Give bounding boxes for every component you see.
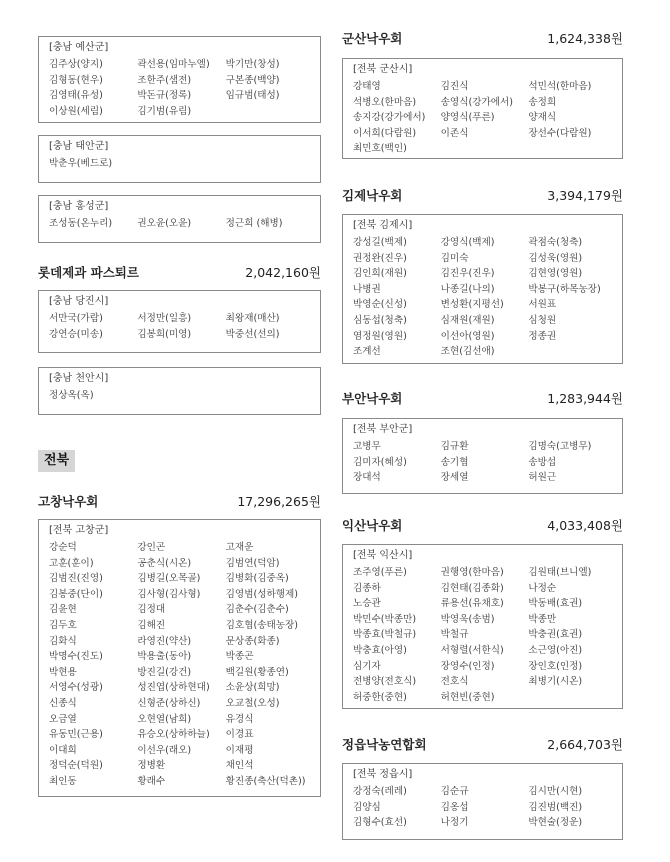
donor-name: 박중선(선의) (225, 328, 280, 340)
union-name: 김제낙우회 (342, 188, 403, 203)
donor-name: 박용출(동아) (137, 651, 192, 663)
donor-name: 최민호(백인) (353, 143, 407, 155)
donor-name: 구본종(백양) (225, 74, 280, 86)
donor-name: 박기만(창성) (225, 59, 280, 70)
donor-name: 김형동(현우) (49, 74, 103, 86)
union-name: 익산낙우회 (342, 518, 403, 533)
donor-name: 이대희 (49, 744, 77, 756)
box-title: [전북 김제시] (353, 220, 413, 231)
donor-name: 서형렬(서한식) (440, 644, 504, 656)
box-title: [전북 부안군] (353, 424, 413, 435)
union-amount: 17,296,265원 (237, 494, 321, 509)
donor-name: 김윤현 (49, 604, 77, 616)
donor-name: 김진범(백진) (528, 801, 583, 813)
union-header-gimje (342, 185, 623, 205)
donor-name: 이존식 (440, 127, 469, 139)
donor-name: 채인석 (225, 760, 254, 772)
donor-name: 김범진(진영) (49, 573, 103, 585)
donor-name: 김미숙 (440, 252, 469, 264)
donor-name: 권정완(진우) (353, 252, 407, 264)
donor-name: 김범연(덕암) (225, 557, 280, 569)
donor-name: 박현술(정운) (528, 817, 583, 829)
donor-name: 강영식(백제) (440, 237, 495, 248)
donor-name: 유경식 (225, 713, 254, 725)
donor-box-yesan (38, 36, 321, 123)
box-title: [충남 예산군] (49, 42, 109, 53)
donor-name: 박돈규(정록) (137, 90, 192, 102)
box-title: [전북 익산시] (353, 550, 413, 561)
donor-name: 김두호 (49, 619, 77, 631)
donor-name: 강정숙(레레) (353, 786, 407, 797)
donor-name: 최인동 (49, 775, 77, 787)
box-title: [충남 홍성군] (49, 201, 109, 212)
donor-name: 김규환 (440, 441, 469, 452)
donor-name: 조한주(샘전) (137, 74, 192, 86)
union-header-lotte (38, 262, 321, 282)
donor-name: 고훈(훈이) (49, 557, 94, 569)
donor-name: 오금열 (49, 713, 77, 725)
donor-name: 서영수(성광) (49, 682, 103, 694)
donor-name: 황진종(축산(덕촌)) (225, 775, 306, 787)
union-name: 정읍낙농연합회 (342, 737, 427, 752)
donor-name: 류용선(유채호) (440, 598, 504, 610)
donor-name: 정상옥(옥) (49, 390, 94, 401)
donor-name: 이서희(다람원) (353, 127, 417, 139)
donor-name: 박봉구(하목농장) (528, 283, 601, 295)
union-amount: 2,042,160원 (245, 265, 321, 280)
donor-box-taean (38, 135, 321, 183)
box-title: [전북 정읍시] (353, 769, 413, 780)
donor-name: 전병양(전호식) (353, 676, 417, 688)
donor-name: 조주영(푸른) (353, 567, 407, 578)
donor-name: 심청원 (528, 314, 557, 326)
donor-name: 전호식 (440, 676, 469, 688)
donor-name: 문상종(화종) (225, 635, 280, 647)
name-grid (49, 156, 310, 172)
union-amount: 2,664,703원 (547, 737, 623, 752)
donor-name: 최왕재(매산) (225, 313, 280, 324)
union-header-buan (342, 388, 623, 408)
donor-box-dangjin (38, 290, 321, 353)
donor-name: 박철규 (440, 629, 469, 641)
donor-name: 오현열(남희) (137, 713, 192, 725)
donor-name: 정병환 (137, 760, 166, 772)
union-header-gochang (38, 491, 321, 511)
donor-name: 박명수(진도) (49, 651, 103, 663)
name-grid (353, 79, 612, 157)
donor-name: 서만국(가람) (49, 313, 103, 324)
union-header-gunsan (342, 28, 623, 48)
donor-name: 이상원(세림) (49, 105, 103, 117)
donor-name: 소윤상(희망) (225, 682, 280, 694)
donor-name: 황래수 (137, 775, 166, 787)
donor-name: 송정희 (528, 96, 557, 108)
donor-name: 김해진 (137, 619, 166, 631)
donor-box-iksan (342, 544, 623, 709)
donor-name: 최병기(시온) (528, 676, 583, 688)
donor-name: 송방섭 (528, 456, 557, 468)
donor-box-gochang (38, 519, 321, 797)
box-title: [충남 태안군] (49, 141, 109, 152)
donor-name: 김시만(시현) (528, 786, 583, 797)
donor-name: 김호협(송태농장) (225, 619, 299, 631)
donor-name: 김정대 (137, 604, 166, 616)
union-amount: 3,394,179원 (547, 188, 623, 203)
donor-name: 김성욱(영원) (528, 252, 583, 264)
donor-name: 박춘우(베드로) (49, 158, 113, 169)
donor-name: 김형수(효선) (353, 817, 407, 829)
donor-name: 김병길(오목골) (137, 573, 201, 585)
donor-name: 송영식(강가에서) (440, 96, 514, 108)
donor-box-cheonan (38, 367, 321, 415)
donor-name: 박영욱(송범) (440, 613, 495, 625)
donor-name: 심동섭(청축) (353, 314, 407, 326)
union-name: 군산낙우회 (342, 31, 403, 46)
donor-name: 김순규 (440, 786, 469, 797)
box-title: [충남 당진시] (49, 296, 109, 307)
donor-name: 김종하 (353, 582, 381, 594)
union-name: 고창낙우회 (38, 494, 99, 509)
name-grid (49, 540, 310, 790)
donor-name: 박영순(신성) (353, 299, 407, 311)
donor-name: 신종식 (49, 697, 77, 709)
donor-name: 김진식 (440, 81, 469, 92)
donor-name: 박충효(아영) (353, 644, 407, 656)
donor-name: 송기협 (440, 456, 469, 468)
donor-name: 장선수(다람원) (528, 127, 592, 139)
donor-name: 이선아(영원) (440, 330, 495, 342)
donor-name: 곽선용(임마누엘) (137, 59, 210, 70)
donor-name: 염정원(영원) (353, 330, 407, 342)
donor-name: 유동민(근용) (49, 729, 103, 741)
box-title: [전북 고창군] (49, 525, 109, 536)
donor-name: 정덕순(덕원) (49, 760, 103, 772)
donor-name: 신형준(상하신) (137, 697, 201, 709)
name-grid (353, 235, 612, 360)
donor-name: 김주상(양지) (49, 59, 103, 70)
region-tag: 전북 (38, 450, 75, 472)
donor-name: 서원표 (528, 299, 557, 311)
donor-box-gunsan (342, 58, 623, 159)
donor-name: 김병화(김중옥) (225, 573, 289, 585)
union-amount: 4,033,408원 (547, 518, 623, 533)
donor-name: 박종곤 (225, 651, 254, 663)
donor-name: 박민수(박종만) (353, 613, 417, 625)
name-grid (49, 388, 310, 404)
union-header-jeongeup (342, 734, 623, 754)
donor-name: 조현(김선애) (440, 346, 495, 358)
union-amount: 1,283,944원 (547, 391, 623, 406)
name-grid (353, 784, 612, 831)
donor-name: 김춘수(김춘수) (225, 604, 289, 616)
donor-name: 김봉중(단이) (49, 588, 103, 600)
box-title: [전북 군산시] (353, 64, 413, 75)
union-name: 부안낙우회 (342, 391, 403, 406)
donor-name: 오교철(오성) (225, 697, 280, 709)
box-title: [충남 천안시] (49, 373, 109, 384)
donor-name: 고재운 (225, 542, 254, 553)
donor-name: 김인희(재원) (353, 268, 407, 280)
donor-name: 석병오(한마음) (353, 96, 417, 108)
donor-name: 석민석(한마음) (528, 81, 592, 92)
donor-box-buan (342, 418, 623, 494)
donor-name: 김기범(유림) (137, 105, 192, 117)
donor-name: 심기자 (353, 660, 381, 672)
donor-name: 허중한(중현) (353, 691, 407, 703)
donor-name: 김현태(김종화) (440, 582, 504, 594)
donor-name: 서정만(일흥) (137, 313, 192, 324)
donor-box-jeongeup (342, 763, 623, 840)
donor-name: 양재식 (528, 112, 557, 124)
donor-name: 이경표 (225, 729, 254, 741)
donor-name: 김진우(진우) (440, 268, 495, 280)
donor-name: 김미자(혜성) (353, 456, 407, 468)
donor-name: 조계선 (353, 346, 381, 358)
donor-name: 권오윤(오윤) (137, 218, 192, 229)
donor-name: 라영진(약산) (137, 635, 192, 647)
donor-name: 임규범(태성) (225, 90, 280, 102)
donor-name: 유승오(상하하늘) (137, 729, 210, 741)
donor-name: 김화식 (49, 635, 77, 647)
donor-name: 김현영(영원) (528, 268, 583, 280)
donor-name: 나정기 (440, 817, 469, 829)
donor-name: 김원태(브니엘) (528, 567, 592, 578)
donor-name: 장대석 (353, 472, 381, 484)
donor-name: 송지강(강가에서) (353, 112, 426, 124)
donor-name: 양영식(푸른) (440, 112, 495, 124)
donor-name: 허원근 (528, 472, 557, 484)
union-amount: 1,624,338원 (547, 31, 623, 46)
donor-name: 김옹섭 (440, 801, 469, 813)
donor-name: 조성동(온누리) (49, 218, 113, 229)
donor-name: 허현빈(중현) (440, 691, 495, 703)
donor-name: 나종길(나의) (440, 283, 495, 295)
donor-name: 박동배(효권) (528, 598, 583, 610)
donor-name: 강인곤 (137, 542, 166, 553)
donor-name: 강연승(미송) (49, 328, 103, 340)
donor-name: 성진엽(상하현대) (137, 682, 210, 694)
donor-name: 김영범(성하행제) (225, 588, 299, 600)
donor-name: 박종효(박철규) (353, 629, 417, 641)
donor-name: 장세열 (440, 472, 469, 484)
donor-name: 김사형(김사형) (137, 588, 201, 600)
donor-name: 이선우(래오) (137, 744, 192, 756)
donor-name: 김영태(유성) (49, 90, 103, 102)
donor-name: 김양심 (353, 801, 381, 813)
donor-name: 정근희 (해병) (225, 218, 283, 229)
name-grid (49, 311, 310, 342)
donor-name: 김봉희(미영) (137, 328, 192, 340)
name-grid (49, 57, 310, 119)
donor-name: 소근영(아진) (528, 644, 583, 656)
donor-name: 장영수(인정) (440, 660, 495, 672)
donor-name: 공춘식(시온) (137, 557, 192, 569)
union-name: 롯데제과 파스퇴르 (38, 265, 139, 280)
donor-name: 권행영(한마음) (440, 567, 504, 578)
donor-name: 변성환(지평선) (440, 299, 504, 311)
donor-name: 방진길(강건) (137, 666, 192, 678)
donor-box-hongseong (38, 195, 321, 243)
donor-name: 이재평 (225, 744, 254, 756)
donor-name: 강순덕 (49, 542, 77, 553)
donor-name: 나병권 (353, 283, 381, 295)
donor-name: 강태영 (353, 81, 381, 92)
name-grid (49, 216, 310, 232)
donor-name: 곽점숙(청축) (528, 237, 583, 248)
name-grid (353, 565, 612, 705)
donor-name: 박종만 (528, 613, 557, 625)
name-grid (353, 439, 612, 486)
donor-name: 강성길(백제) (353, 237, 407, 248)
donor-name: 장인호(인정) (528, 660, 583, 672)
donor-name: 김명숙(고병무) (528, 441, 592, 452)
donor-box-gimje (342, 214, 623, 364)
donor-name: 정종권 (528, 330, 557, 342)
donor-name: 박충권(효권) (528, 629, 583, 641)
donor-name: 고병무 (353, 441, 381, 452)
union-header-iksan (342, 515, 623, 535)
donor-name: 나정순 (528, 582, 557, 594)
donor-name: 노승관 (353, 598, 381, 610)
donor-name: 심재원(재원) (440, 314, 495, 326)
donor-name: 백길원(황종연) (225, 666, 289, 678)
donor-name: 박현용 (49, 666, 77, 678)
